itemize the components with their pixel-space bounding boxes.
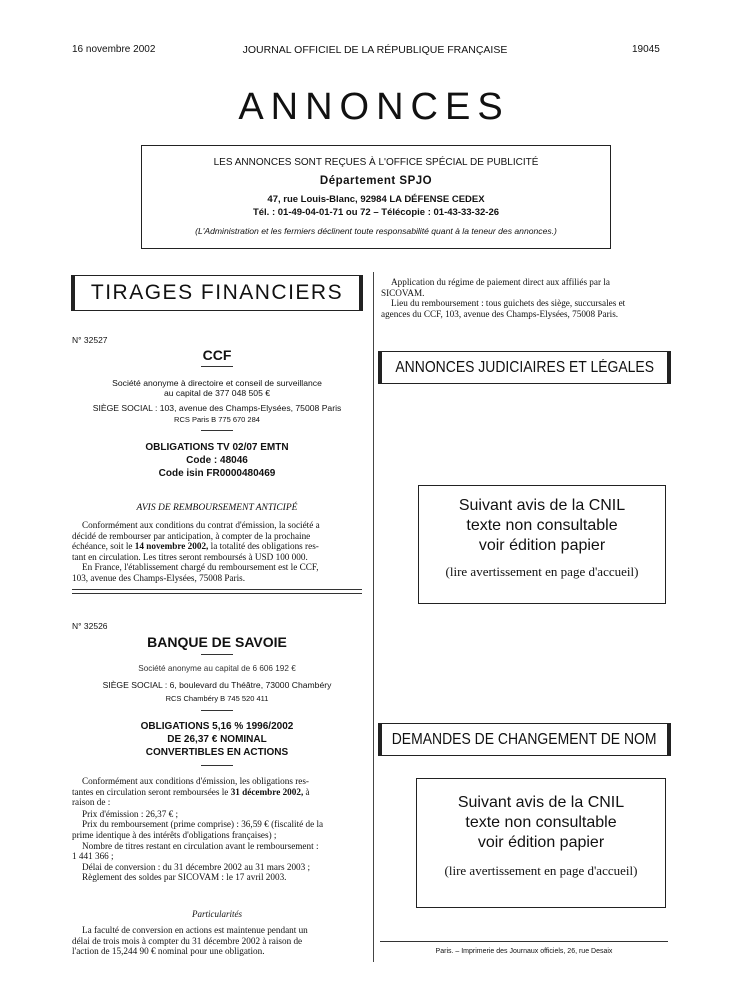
- section-title: DEMANDES DE CHANGEMENT DE NOM: [392, 730, 657, 748]
- cnil-line: Suivant avis de la CNIL: [458, 497, 626, 514]
- body-paragraph: La faculté de conversion en actions est maintenue pendant un délai de trois mois à compter du 31 décembre 2002 à raison de l'action de 15,244 90 € nominal pour une obligation.: [72, 925, 308, 957]
- subheading-particularites: Particularités: [192, 909, 242, 919]
- cnil-notice-box: [418, 485, 666, 604]
- cnil-line: voir édition papier: [478, 537, 606, 554]
- page-number: 19045: [632, 44, 660, 55]
- company-description: Société anonyme au capital de 6 606 192 €: [138, 664, 296, 673]
- section-title: TIRAGES FINANCIERS: [90, 281, 344, 304]
- cnil-line: Suivant avis de la CNIL: [457, 794, 625, 811]
- ad-number: N° 32526: [72, 621, 108, 631]
- notice-phone: Tél. : 01-49-04-01-71 ou 72 – Télécopie : 01-43-33-32-26: [252, 207, 500, 218]
- registered-office: SIÈGE SOCIAL : 6, boulevard du Théâtre, 73000 Chambéry: [102, 680, 332, 690]
- separator-rule: [201, 430, 233, 431]
- end-of-notice-rule: [72, 589, 362, 594]
- section-annonces-judiciaires: [378, 351, 671, 384]
- separator-rule: [201, 710, 233, 711]
- rcs-number: RCS Paris B 775 670 284: [174, 415, 260, 424]
- page-title: ANNONCES: [238, 86, 510, 128]
- publication-notice-box: [141, 145, 611, 249]
- issue-date: 16 novembre 2002: [72, 44, 156, 55]
- company-name: CCF: [202, 347, 232, 363]
- notice-line: LES ANNONCES SONT REÇUES À L'OFFICE SPÉCIAL DE PUBLICITÉ: [213, 157, 539, 168]
- body-paragraph: Conformément aux conditions du contrat d'émission, la société a décidé de rembourser par anticipation, à compter de la prochaine échéance, soit le 14 novembre 2002, la totalité des obligations res- tant en circulation. Les titres seront remboursés à USD 100 000. En France, l'établissement chargé du remboursement est le CCF, 103, avenue des Champs-Elysées, 75008 Paris.: [72, 520, 320, 583]
- journal-title: JOURNAL OFFICIEL DE LA RÉPUBLIQUE FRANÇAISE: [242, 44, 508, 56]
- title-rule: [201, 654, 233, 655]
- continued-paragraph: Application du régime de paiement direct aux affiliés par la SICOVAM. Lieu du remboursement : tous guichets des siège, succursales et agences du CCF, 103, avenue des Champs-Elysées, 75008 Paris.: [381, 277, 626, 319]
- cnil-line: texte non consultable: [466, 517, 618, 534]
- cnil-note: (lire avertissement en page d'accueil): [444, 863, 638, 878]
- imprint-rule: [380, 941, 668, 942]
- notice-disclaimer: (L'Administration et les fermiers déclinent toute responsabilité quant à la teneur des annonces.): [195, 226, 557, 236]
- notice-heading: AVIS DE REMBOURSEMENT ANTICIPÉ: [136, 503, 298, 513]
- bond-details: OBLIGATIONS TV 02/07 EMTN Code : 48046 Code isin FR0000480469: [145, 442, 289, 479]
- printer-imprint: Paris. – Imprimerie des Journaux officiels, 26, rue Desaix: [435, 948, 613, 955]
- cnil-notice-box: [416, 778, 666, 908]
- section-tirages-financiers: [71, 275, 363, 311]
- section-changement-de-nom: [378, 723, 671, 756]
- section-title: ANNONCES JUDICIAIRES ET LÉGALES: [395, 358, 654, 376]
- column-divider: [373, 272, 374, 962]
- title-rule: [201, 366, 233, 367]
- ad-number: N° 32527: [72, 335, 108, 345]
- body-paragraph: Conformément aux conditions d'émission, les obligations res- tantes en circulation seront remboursées le 31 décembre 2002, à raison de : Prix d'émission : 26,37 € ; Prix du remboursement (prime comprise) : 36,59 € (fiscalité de la prime identique à des intérêts d'obligations françaises) ; Nombre de titres restant en circulation avant le remboursement : 1 441 366 ; Délai de conversion : du 31 décembre 2002 au 31 mars 2003 ; Règlement des soldes par SICOVAM : le 17 avril 2003.: [72, 776, 324, 883]
- bond-details: OBLIGATIONS 5,16 % 1996/2002 DE 26,37 € NOMINAL CONVERTIBLES EN ACTIONS: [140, 721, 294, 758]
- notice-address: 47, rue Louis-Blanc, 92984 LA DÉFENSE CEDEX: [267, 194, 485, 205]
- cnil-line: voir édition papier: [477, 834, 605, 851]
- cnil-line: texte non consultable: [465, 814, 617, 831]
- company-name: BANQUE DE SAVOIE: [147, 634, 287, 650]
- notice-department: Département SPJO: [319, 175, 433, 187]
- separator-rule: [201, 765, 233, 766]
- cnil-note: (lire avertissement en page d'accueil): [445, 564, 639, 579]
- rcs-number: RCS Chambéry B 745 520 411: [165, 694, 269, 703]
- company-description: Société anonyme à directoire et conseil de surveillance au capital de 377 048 505 €: [112, 378, 322, 398]
- registered-office: SIÈGE SOCIAL : 103, avenue des Champs-Elysées, 75008 Paris: [92, 403, 342, 413]
